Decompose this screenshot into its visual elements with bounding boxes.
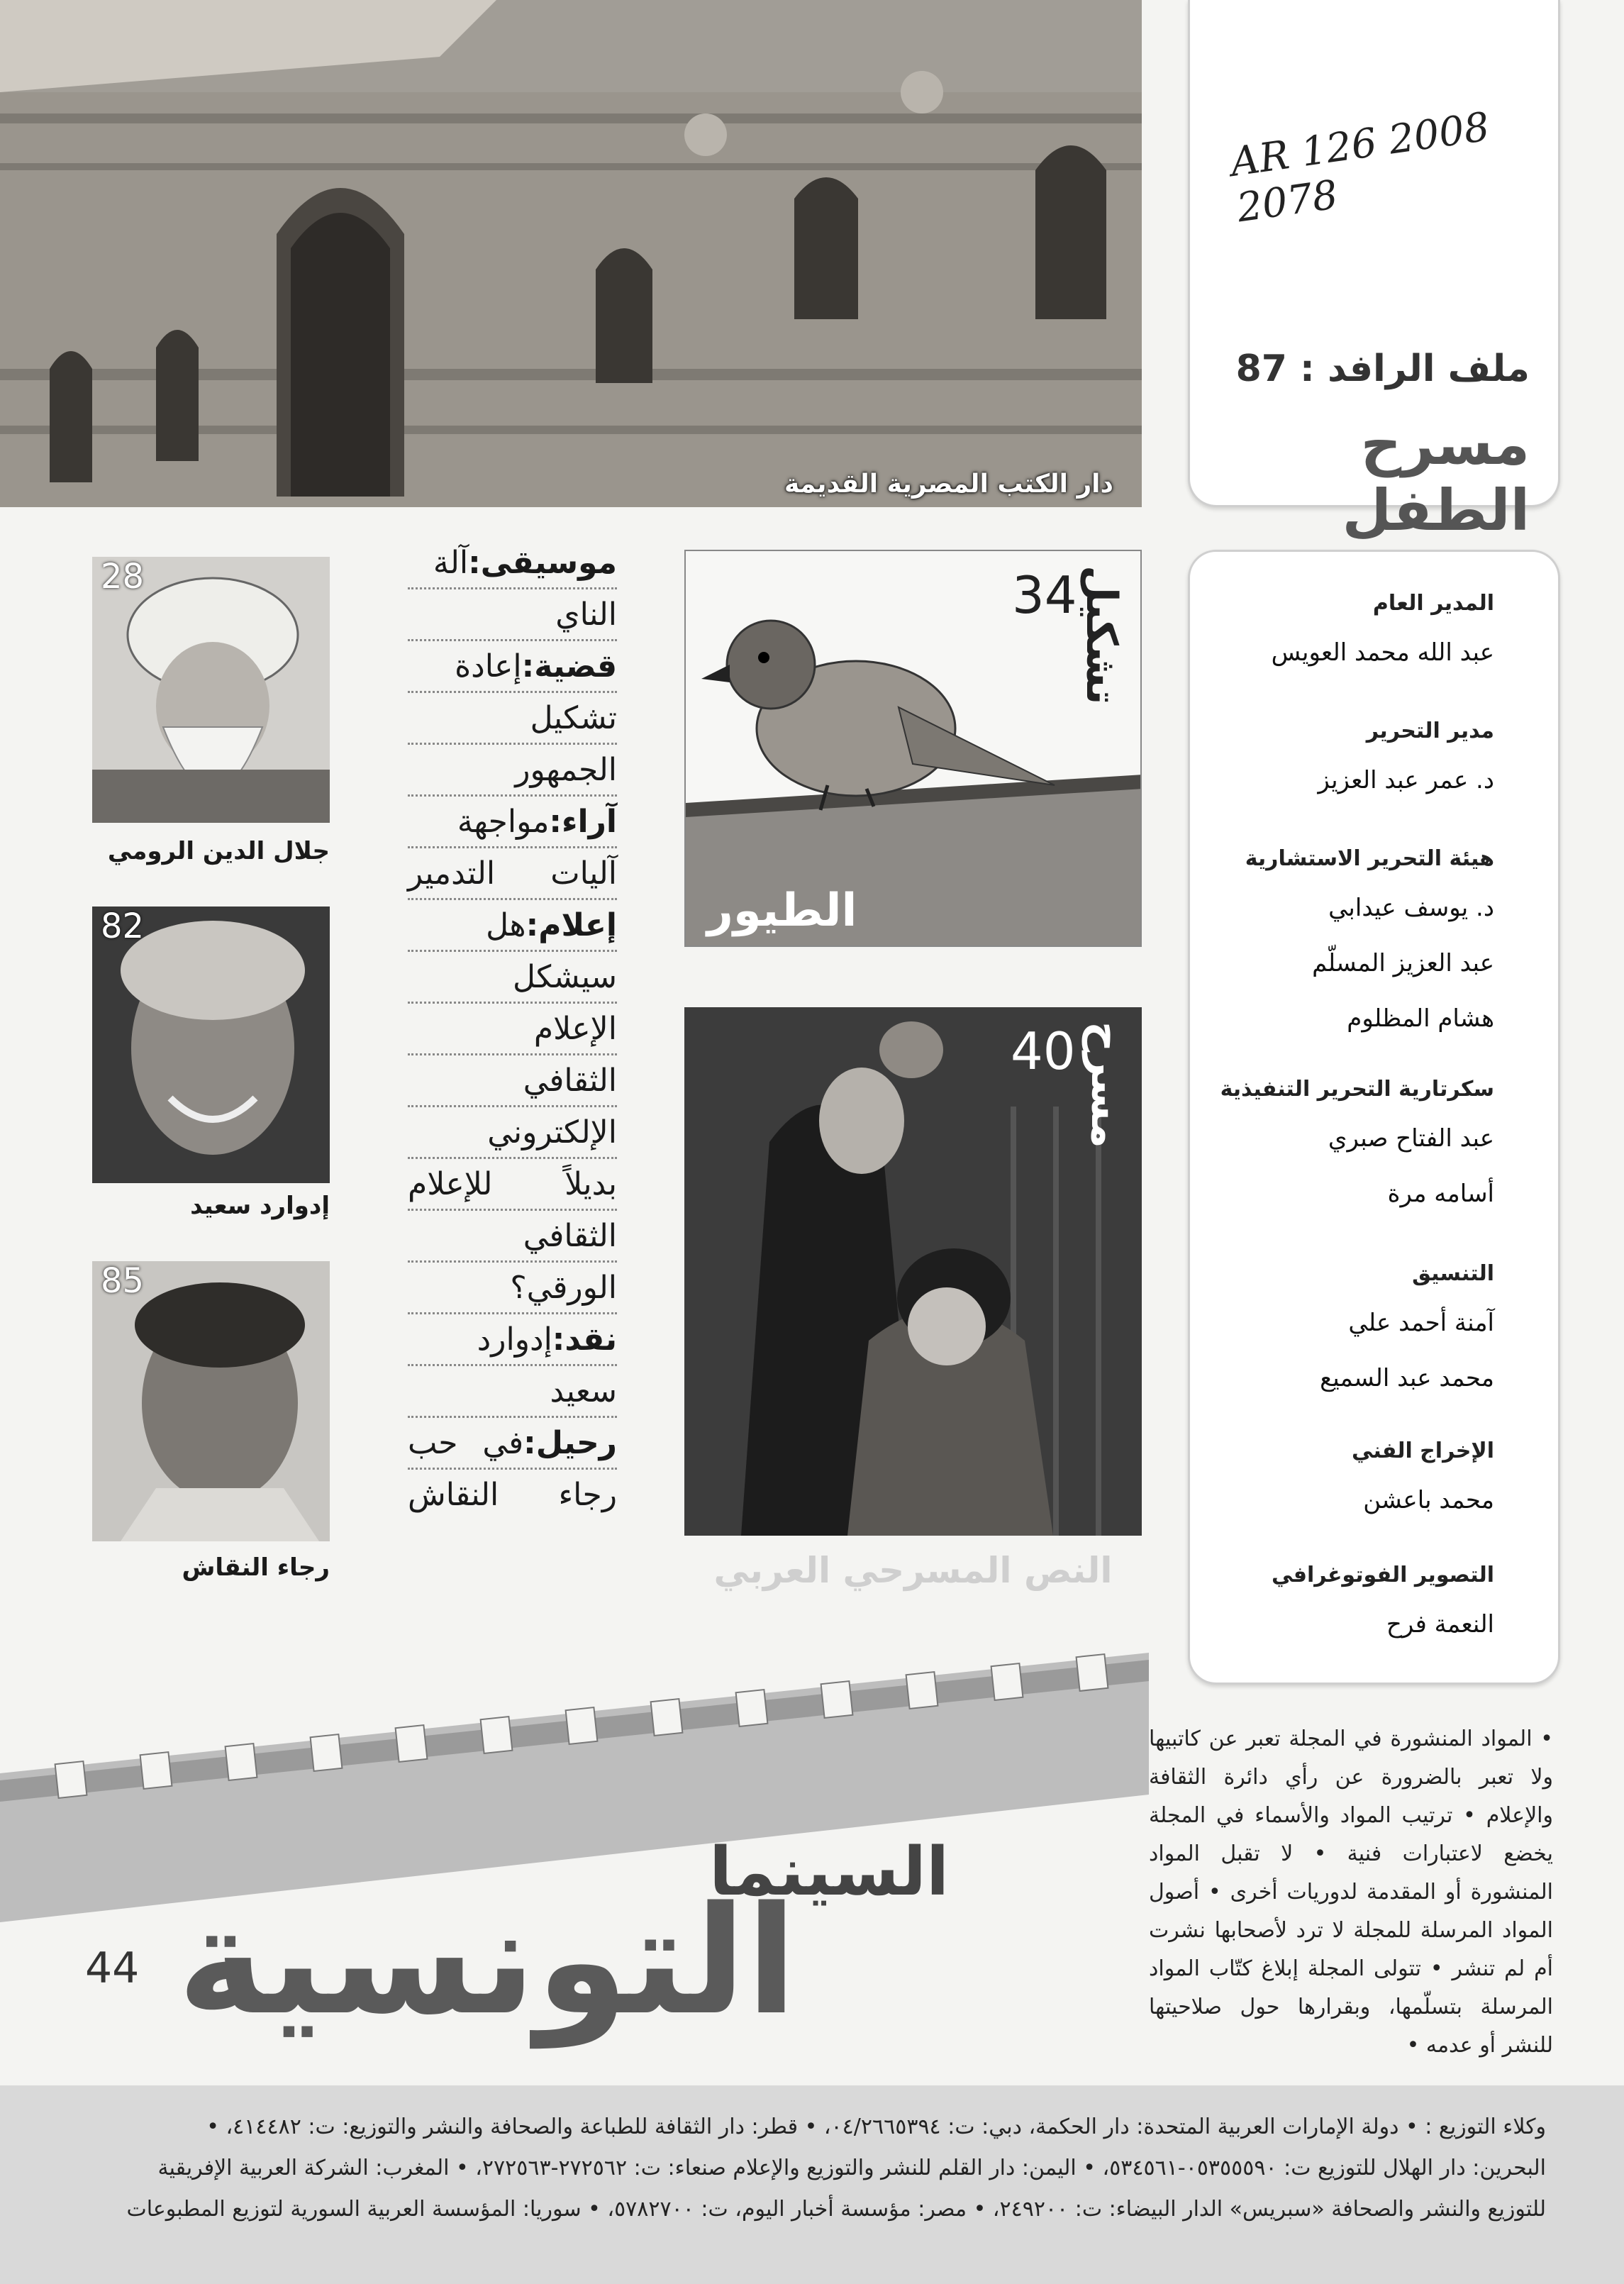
toc-text: الناي <box>555 597 617 633</box>
toc-entry[interactable] <box>408 746 617 797</box>
feature-page-number: 40 <box>1011 1021 1076 1081</box>
table-of-contents <box>408 539 617 1521</box>
staff-group <box>1272 1563 1494 1665</box>
staff-group <box>1272 591 1494 694</box>
toc-entry[interactable] <box>408 1109 617 1159</box>
staff-role: الإخراج الفني <box>1352 1438 1494 1463</box>
cinema-title-line-1: السينما <box>709 1834 950 1911</box>
toc-entry[interactable] <box>408 1057 617 1107</box>
toc-entry[interactable] <box>408 1368 617 1418</box>
rafed-file-title: مسرح الطفل <box>1342 411 1530 543</box>
page-number: 85 <box>101 1261 145 1301</box>
portrait-caption: إدوارد سعيد <box>190 1192 330 1220</box>
page-number: 82 <box>101 907 145 946</box>
toc-text: الورقي؟ <box>510 1270 617 1306</box>
editorial-notes: • المواد المنشورة في المجلة تعبر عن كاتبيها ولا تعبر بالضرورة عن رأي دائرة الثقافة والإعلام • ترتيب المواد والأسماء في المجلة يخضع لاعتبارات فنية • لا تقبل المواد المنشورة أو المقدمة لدوريات أخرى • أصول المواد المرسلة للمجلة لا ترد لأصحابها نشرت أم لم تنشر • تتولى المجلة إبلاغ كتّاب المواد المرسلة بتسلّمها، وبقرارها حول صلاحيتها للنشر أو عدمه • <box>1149 1726 1553 2058</box>
staff-name: عبد العزيز المسلّم <box>1312 949 1494 977</box>
toc-entry[interactable] <box>408 1005 617 1055</box>
toc-section: نقد: <box>552 1321 617 1358</box>
toc-entry[interactable] <box>408 539 617 589</box>
staff-role: مدير التحرير <box>1366 719 1494 743</box>
edward-said-photo <box>92 907 330 1183</box>
toc-text: هل <box>486 907 526 943</box>
hero-caption: دار الكتب المصرية القديمة <box>784 470 1113 499</box>
staff-role: التنسيق <box>1412 1261 1494 1286</box>
building-illustration <box>0 0 1142 507</box>
toc-entry[interactable] <box>408 902 617 952</box>
toc-text: سيشكل <box>512 959 617 995</box>
raja-naqqash-photo <box>92 1261 330 1541</box>
rafed-file-box <box>1188 0 1560 543</box>
cinema-title-line-2: التونسية <box>177 1874 797 2048</box>
toc-section: آراء: <box>549 804 617 840</box>
footer-line: وكلاء التوزيع : • دولة الإمارات العربية المتحدة: دار الحكمة، دبي: ت: ٠٤/٢٦٦٥٣٩٤، • قطر: دار الثقافة للطباعة والصحافة والنشر والتوزيع: ت: ٤١٤٤٨٢، • <box>206 2114 1546 2139</box>
footer-line: البحرين: دار الهلال للتوزيع ت: ٠٥٣٥٥٥٩٠-٥٣٤٥٦١، • اليمن: دار القلم للنشر والتوزيع والإعلام صنعاء: ت: ٢٧٢٥٦٢-٢٧٢٥٦٣، • المغرب: الشركة العربية الإفريقية <box>157 2156 1546 2180</box>
toc-text: في حب <box>408 1425 524 1461</box>
staff-role: سكرتارية التحرير التنفيذية <box>1220 1077 1494 1102</box>
staff-name: عبد الله محمد العويس <box>1271 638 1494 667</box>
toc-entry[interactable] <box>408 1264 617 1314</box>
toc-entry[interactable] <box>408 694 617 745</box>
staff-role: هيئة التحرير الاستشارية <box>1245 846 1494 871</box>
feature-birds[interactable] <box>684 550 1142 947</box>
staff-role: المدير العام <box>1372 591 1494 616</box>
page-number: 28 <box>101 557 145 597</box>
staff-group <box>1320 1261 1494 1419</box>
staff-name: هشام المظلوم <box>1347 1004 1494 1033</box>
feature-section-label: مسرح <box>1081 1021 1131 1148</box>
theater-photo <box>684 1007 1142 1536</box>
staff-name: محمد باعشن <box>1363 1486 1494 1514</box>
toc-entry[interactable] <box>408 850 617 900</box>
toc-entry[interactable] <box>408 1419 617 1470</box>
feature-page-number: 34 <box>1012 565 1077 625</box>
feature-title-theater: النص المسرحي العربي <box>713 1550 1113 1591</box>
staff-name: د. عمر عبد العزيز <box>1318 766 1494 794</box>
rumi-illustration <box>92 557 330 823</box>
toc-section: إعلام: <box>525 907 617 943</box>
staff-role: التصوير الفوتوغرافي <box>1272 1563 1494 1587</box>
toc-entry[interactable] <box>408 953 617 1004</box>
portrait-caption: رجاء النقاش <box>182 1553 330 1582</box>
portrait-rumi[interactable] <box>92 557 330 823</box>
toc-text: بديلاً للإعلام <box>408 1166 617 1202</box>
toc-section: موسيقى: <box>468 545 617 581</box>
hero-photo <box>0 0 1142 507</box>
distribution-footer <box>0 2085 1624 2284</box>
toc-section: رحيل: <box>523 1425 617 1461</box>
staff-group <box>1220 1077 1494 1235</box>
toc-entry[interactable] <box>408 591 617 641</box>
toc-text: إعادة <box>455 648 522 684</box>
staff-group <box>1352 1438 1494 1541</box>
toc-text: آليات التدمير <box>408 855 617 892</box>
staff-name: عبد الفتاح صبري <box>1328 1124 1494 1153</box>
toc-text: مواجهة <box>457 804 550 840</box>
feature-theater[interactable] <box>684 1007 1142 1536</box>
toc-text: الإلكتروني <box>487 1114 617 1151</box>
toc-text: رجاء النقاش <box>408 1477 617 1513</box>
rafed-file-label: ملف الرافد : 87 <box>1235 348 1530 390</box>
toc-text: تشكيل <box>530 700 617 736</box>
toc-text: الثقافي <box>523 1218 617 1254</box>
toc-entry[interactable] <box>408 1316 617 1366</box>
toc-text: الثقافي <box>523 1063 617 1099</box>
portrait-raja-naqqash[interactable] <box>92 1261 330 1541</box>
feature-section-label: تشكيل <box>1077 565 1126 705</box>
toc-entry[interactable] <box>408 1471 617 1519</box>
toc-entry[interactable] <box>408 798 617 848</box>
staff-name: النعمة فرح <box>1386 1610 1494 1639</box>
handwritten-reference: AR 126 2008 2078 <box>1228 104 1493 232</box>
portrait-edward-said[interactable] <box>92 907 330 1183</box>
toc-text: إدوارد <box>477 1321 552 1358</box>
toc-entry[interactable] <box>408 1160 617 1211</box>
toc-entry[interactable] <box>408 1212 617 1263</box>
toc-text: آلة <box>433 545 469 581</box>
toc-text: الجمهور <box>515 752 617 788</box>
cinema-page-number: 44 <box>85 1944 140 1993</box>
staff-name: أسامه مرة <box>1387 1180 1494 1208</box>
staff-group <box>1318 719 1494 821</box>
staff-group <box>1245 846 1494 1060</box>
footer-line: للتوزيع والنشر والصحافة «سبريس» الدار البيضاء: ت: ٢٤٩٢٠٠، • مصر: مؤسسة أخبار اليوم، ت: ٥٧٨٢٧٠٠، • سوريا: المؤسسة العربية السورية لتوزيع المطبوعات <box>126 2197 1546 2222</box>
portrait-caption: جلال الدين الرومي <box>107 837 330 865</box>
staff-name: د. يوسف عيدابي <box>1328 894 1494 922</box>
toc-entry[interactable] <box>408 643 617 693</box>
toc-text: الإعلام <box>533 1011 617 1047</box>
feature-title: الطيور <box>707 885 857 937</box>
staff-box <box>1188 550 1560 1685</box>
staff-name: آمنة أحمد علي <box>1348 1309 1494 1337</box>
toc-text: سعيد <box>550 1373 617 1409</box>
staff-name: محمد عبد السميع <box>1320 1364 1494 1392</box>
toc-section: قضية: <box>521 648 617 684</box>
